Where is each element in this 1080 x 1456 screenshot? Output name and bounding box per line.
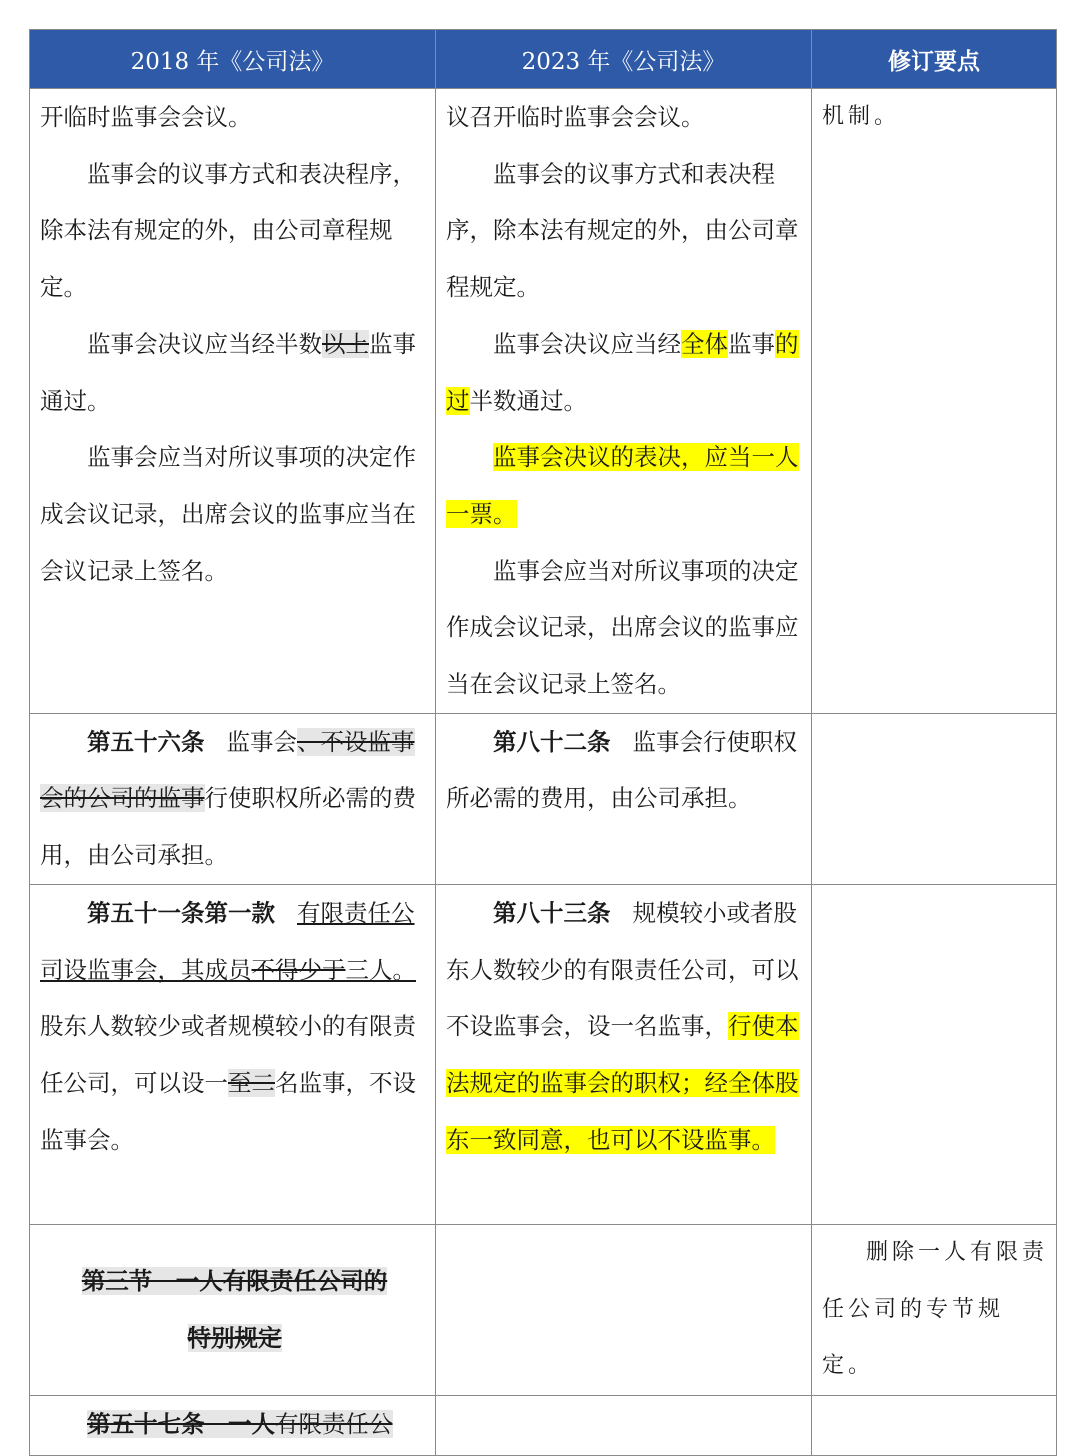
deleted-text: 、不设监事会的公司的监事	[40, 727, 415, 813]
highlighted-text: 全体	[681, 329, 728, 358]
cell-2023	[436, 713, 812, 884]
cell-2018	[30, 1395, 436, 1455]
cell-2023	[436, 1395, 812, 1455]
deleted-text: 第五十七条 一人	[87, 1409, 275, 1438]
cell-2018	[30, 884, 436, 1224]
law-comparison-table	[29, 29, 1057, 1456]
article-number: 第八十三条	[493, 898, 611, 927]
section-title	[40, 1253, 429, 1310]
paragraph	[446, 714, 805, 827]
paragraph	[446, 429, 805, 542]
cell-revision	[812, 1395, 1057, 1455]
paragraph	[40, 316, 429, 429]
text-line: 开临时监事会会议。	[40, 103, 252, 131]
header-revision-points: 修订要点	[812, 30, 1057, 89]
paragraph: 监事会的议事方式和表决程序，除本法有规定的外，由公司章程规定。	[446, 159, 799, 302]
header-row	[30, 30, 1057, 89]
text: 监事会行使职权所必需的费用，由公司承担。	[446, 727, 797, 813]
text: 名监事，不设监事会。	[40, 1068, 416, 1154]
highlighted-text: 行使本法规定的监事会的职权；经全体股东一致同意，也可以不设监事。	[446, 1012, 799, 1154]
text: 规模较小或者股东人数较少的有限责任公司，可以不设监事会，设一名监事，	[446, 898, 799, 1041]
text: 监事	[728, 329, 775, 358]
paragraph: 监事会应当对所议事项的决定作成会议记录，出席会议的监事应当在会议记录上签名。	[446, 556, 799, 699]
underlined-text: 三人。	[345, 955, 416, 984]
cell-2018	[30, 89, 436, 714]
paragraph	[446, 316, 805, 429]
deleted-text: 有限责任公	[275, 1409, 393, 1438]
text: 监事会决议应当经	[493, 329, 681, 358]
deleted-text: 以上	[322, 329, 369, 358]
deleted-text: 至二	[228, 1068, 275, 1097]
cell-2018	[30, 1224, 436, 1395]
paragraph: 监事会的议事方式和表决程序，除本法有规定的外，由公司章程规定。	[40, 159, 416, 302]
highlighted-text: 的过	[446, 329, 799, 415]
cell-revision	[812, 713, 1057, 884]
text: 行使职权所必需的费用，由公司承担。	[40, 784, 416, 870]
paragraph	[40, 1396, 429, 1453]
header-2018: 2018 年《公司法》	[30, 30, 436, 89]
cell-revision	[812, 884, 1057, 1224]
cell-revision	[812, 1224, 1057, 1395]
table-row	[30, 713, 1057, 884]
text: 监事会	[226, 727, 297, 756]
deleted-heading: 第三节 一人有限责任公司的	[81, 1267, 388, 1296]
cell-2023	[436, 884, 812, 1224]
table-row	[30, 89, 1057, 714]
deleted-heading: 特别规定	[187, 1323, 282, 1352]
underlined-text: 有限责任公司设监事会，其成员	[40, 898, 415, 984]
text-line: 议召开临时监事会会议。	[446, 103, 705, 131]
paragraph	[40, 885, 429, 1169]
text: 股东人数较少或者规模较小的有限责任公司，可以设一	[40, 1012, 416, 1097]
header-2023: 2023 年《公司法》	[436, 30, 812, 89]
cell-2023	[436, 89, 812, 714]
deleted-text: 不得少于	[251, 955, 346, 984]
article-number: 第五十一条第一款	[87, 898, 275, 927]
article-number: 第五十六条	[87, 727, 205, 756]
text: 监事通过。	[40, 329, 416, 415]
article-number: 第八十二条	[493, 727, 611, 756]
paragraph: 删除一人有限责任公司的专节规定。	[822, 1239, 1049, 1379]
cell-2018	[30, 713, 436, 884]
cell-revision	[812, 89, 1057, 714]
table-row	[30, 884, 1057, 1224]
paragraph	[446, 885, 805, 1169]
table-row	[30, 1395, 1057, 1455]
highlighted-text: 监事会决议的表决，应当一人一票。	[446, 443, 799, 528]
cell-2023	[436, 1224, 812, 1395]
paragraph	[40, 714, 429, 884]
section-title	[40, 1310, 429, 1367]
paragraph: 监事会应当对所议事项的决定作成会议记录，出席会议的监事应当在会议记录上签名。	[40, 443, 416, 585]
table-row	[30, 1224, 1057, 1395]
text-line: 机制。	[822, 104, 901, 129]
text: 半数通过。	[469, 386, 587, 415]
text: 监事会决议应当经半数	[87, 329, 322, 358]
